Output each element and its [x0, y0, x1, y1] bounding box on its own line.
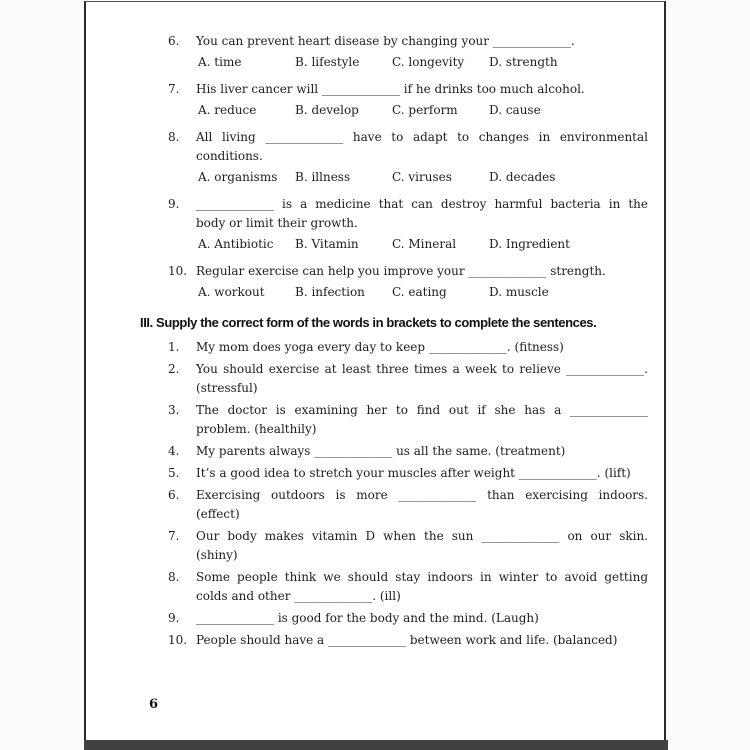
options-row — [198, 101, 648, 120]
option-c: C. eating — [392, 285, 447, 299]
question-number: 8. — [168, 130, 180, 144]
question-text — [196, 195, 648, 233]
fill-item-6 — [168, 486, 648, 524]
item-text: My mom does yoga every day to keep _____________. (fitness) — [196, 340, 564, 354]
item-line: (effect) — [196, 507, 240, 521]
mc-question-7 — [168, 80, 648, 120]
item-text: It’s a good idea to stretch your muscles after weight _____________. (lift) — [196, 466, 631, 480]
question-line: conditions. — [196, 149, 263, 163]
section-heading: III. Supply the correct form of the words in brackets to complete the sentences. — [140, 315, 597, 330]
item-number: 7. — [168, 529, 180, 543]
question-text: You can prevent heart disease by changing your _____________. — [196, 34, 575, 48]
option-d: D. Ingredient — [489, 237, 570, 251]
option-a: A. reduce — [198, 103, 257, 117]
question-number: 9. — [168, 197, 180, 211]
question-line: _____________ is a medicine that can destroy harmful bacteria in the — [196, 197, 648, 211]
option-a: A. workout — [198, 285, 265, 299]
mc-question-10 — [168, 262, 648, 302]
option-c: C. viruses — [392, 170, 452, 184]
option-a: A. organisms — [198, 170, 278, 184]
question-text: Regular exercise can help you improve your _____________ strength. — [196, 264, 606, 278]
fill-item-5 — [168, 464, 648, 483]
page-sheet — [84, 1, 666, 741]
fill-item-7 — [168, 527, 648, 565]
option-b: B. infection — [295, 285, 365, 299]
item-text: My parents always _____________ us all the same. (treatment) — [196, 444, 566, 458]
fill-item-1 — [168, 338, 648, 357]
item-text — [196, 486, 648, 524]
fill-item-4 — [168, 442, 648, 461]
item-text — [196, 360, 648, 398]
options-row — [198, 235, 648, 254]
item-line: Some people think we should stay indoors in winter to avoid getting — [196, 570, 648, 584]
item-line: colds and other _____________. (ill) — [196, 589, 401, 603]
option-b: B. illness — [295, 170, 351, 184]
item-number: 6. — [168, 488, 180, 502]
item-line: (stressful) — [196, 381, 258, 395]
page-content — [86, 2, 664, 741]
option-d: D. cause — [489, 103, 541, 117]
option-d: D. strength — [489, 55, 558, 69]
item-line: problem. (healthily) — [196, 422, 317, 436]
option-a: A. Antibiotic — [198, 237, 274, 251]
item-text — [196, 568, 648, 606]
question-number: 6. — [168, 34, 180, 48]
item-number: 8. — [168, 570, 180, 584]
option-b: B. develop — [295, 103, 359, 117]
question-text: His liver cancer will _____________ if he drinks too much alcohol. — [196, 82, 585, 96]
item-text — [196, 527, 648, 565]
option-c: C. Mineral — [392, 237, 457, 251]
item-line: You should exercise at least three times a week to relieve _____________. — [196, 362, 648, 376]
page-number: 6 — [149, 697, 159, 712]
item-number: 1. — [168, 340, 180, 354]
item-line: (shiny) — [196, 548, 238, 562]
mc-question-8 — [168, 128, 648, 187]
mc-question-6 — [168, 32, 648, 72]
item-number: 10. — [168, 633, 188, 647]
item-number: 3. — [168, 403, 180, 417]
item-text: _____________ is good for the body and the mind. (Laugh) — [196, 611, 539, 625]
item-text: People should have a _____________ between work and life. (balanced) — [196, 633, 618, 647]
item-line: The doctor is examining her to find out if she has a _____________ — [196, 403, 648, 417]
item-number: 4. — [168, 444, 180, 458]
option-a: A. time — [198, 55, 242, 69]
question-text — [196, 128, 648, 166]
fill-item-2 — [168, 360, 648, 398]
fill-item-3 — [168, 401, 648, 439]
option-c: C. longevity — [392, 55, 465, 69]
fill-item-10 — [168, 631, 648, 650]
options-row — [198, 53, 648, 72]
fill-item-8 — [168, 568, 648, 606]
option-c: C. perform — [392, 103, 458, 117]
item-number: 5. — [168, 466, 180, 480]
book-bottom-edge — [84, 740, 668, 750]
options-row — [198, 168, 648, 187]
option-d: D. muscle — [489, 285, 549, 299]
option-b: B. Vitamin — [295, 237, 359, 251]
question-number: 10. — [168, 264, 188, 278]
question-line: body or limit their growth. — [196, 216, 358, 230]
options-row — [198, 283, 648, 302]
item-line: Our body makes vitamin D when the sun _____________ on our skin. — [196, 529, 648, 543]
option-d: D. decades — [489, 170, 556, 184]
question-number: 7. — [168, 82, 180, 96]
fill-item-9 — [168, 609, 648, 628]
question-line: All living _____________ have to adapt to changes in environmental — [196, 130, 648, 144]
mc-question-9 — [168, 195, 648, 254]
item-line: Exercising outdoors is more _____________ than exercising indoors. — [196, 488, 648, 502]
item-number: 2. — [168, 362, 180, 376]
option-b: B. lifestyle — [295, 55, 360, 69]
item-number: 9. — [168, 611, 180, 625]
item-text — [196, 401, 648, 439]
